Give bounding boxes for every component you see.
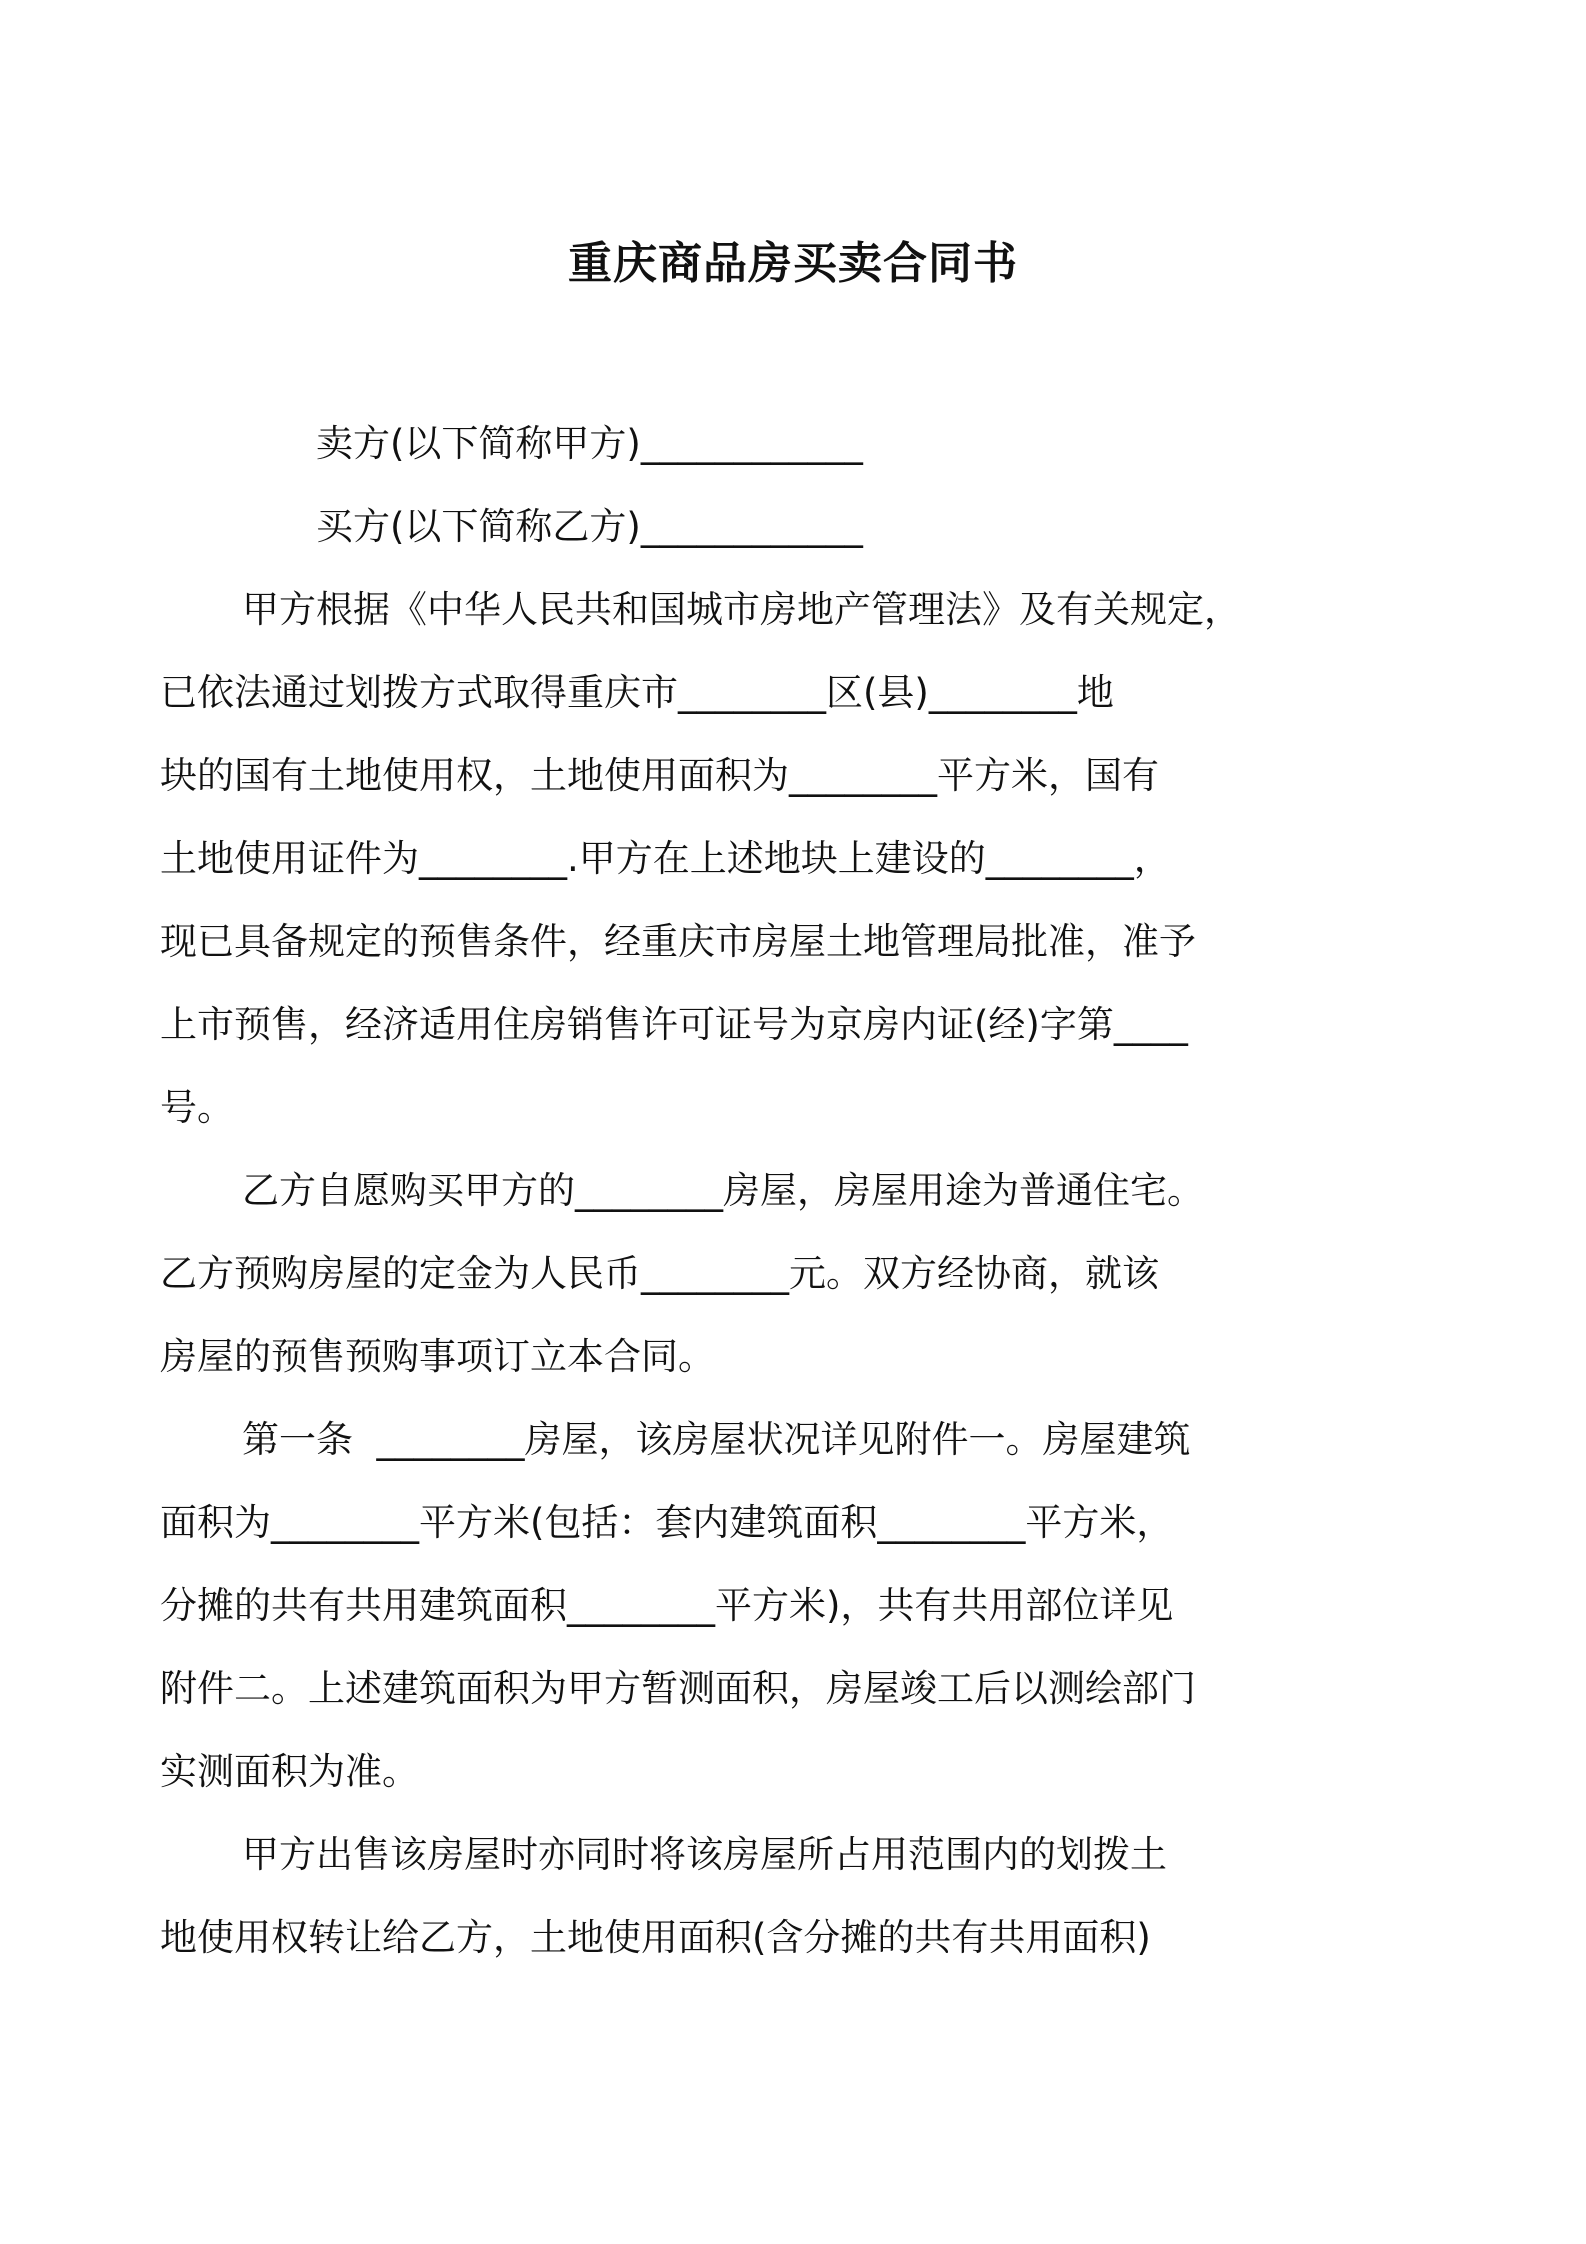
text-line: 分摊的共有共用建筑面积________平方米)，共有共用部位详见 xyxy=(160,1584,1174,1627)
text-line: 乙方预购房屋的定金为人民币________元。双方经协商，就该 xyxy=(160,1252,1159,1295)
text-line: 买方(以下简称乙方)____________ xyxy=(316,505,863,548)
text-line: 块的国有土地使用权，土地使用面积为________平方米，国有 xyxy=(160,754,1159,797)
text-line: 实测面积为准。 xyxy=(160,1750,419,1793)
land-transfer-paragraph xyxy=(160,1813,1342,1979)
text-line: 房屋的预售预购事项订立本合同。 xyxy=(160,1335,715,1378)
purchase-paragraph xyxy=(160,1149,1342,1398)
text-line: 地使用权转让给乙方，土地使用面积(含分摊的共有共用面积) xyxy=(160,1916,1151,1959)
document-body xyxy=(160,402,1342,1979)
text-line: 号。 xyxy=(160,1086,234,1129)
document-title: 重庆商品房买卖合同书 xyxy=(568,238,1018,290)
text-line: 面积为________平方米(包括：套内建筑面积________平方米， xyxy=(160,1501,1174,1544)
text-line: 上市预售，经济适用住房销售许可证号为京房内证(经)字第____ xyxy=(160,1003,1188,1046)
text-line: 现已具备规定的预售条件，经重庆市房屋土地管理局批准，准予 xyxy=(160,920,1196,963)
text-line: 已依法通过划拨方式取得重庆市________区(县)________地 xyxy=(160,671,1114,714)
buyer-line xyxy=(242,485,1342,568)
text-line: 卖方(以下简称甲方)____________ xyxy=(316,422,863,465)
text-line: 甲方出售该房屋时亦同时将该房屋所占用范围内的划拨土 xyxy=(242,1833,1167,1876)
land-use-paragraph xyxy=(160,568,1342,1149)
article-one-paragraph xyxy=(160,1398,1342,1813)
text-line: 第一条 ________房屋，该房屋状况详见附件一。房屋建筑 xyxy=(242,1418,1191,1461)
text-line: 附件二。上述建筑面积为甲方暂测面积，房屋竣工后以测绘部门 xyxy=(160,1667,1196,1710)
seller-line xyxy=(242,402,1342,485)
text-line: 土地使用证件为________.甲方在上述地块上建设的________， xyxy=(160,837,1171,880)
text-line: 乙方自愿购买甲方的________房屋，房屋用途为普通住宅。 xyxy=(242,1169,1204,1212)
text-line: 甲方根据《中华人民共和国城市房地产管理法》及有关规定， xyxy=(242,588,1241,631)
